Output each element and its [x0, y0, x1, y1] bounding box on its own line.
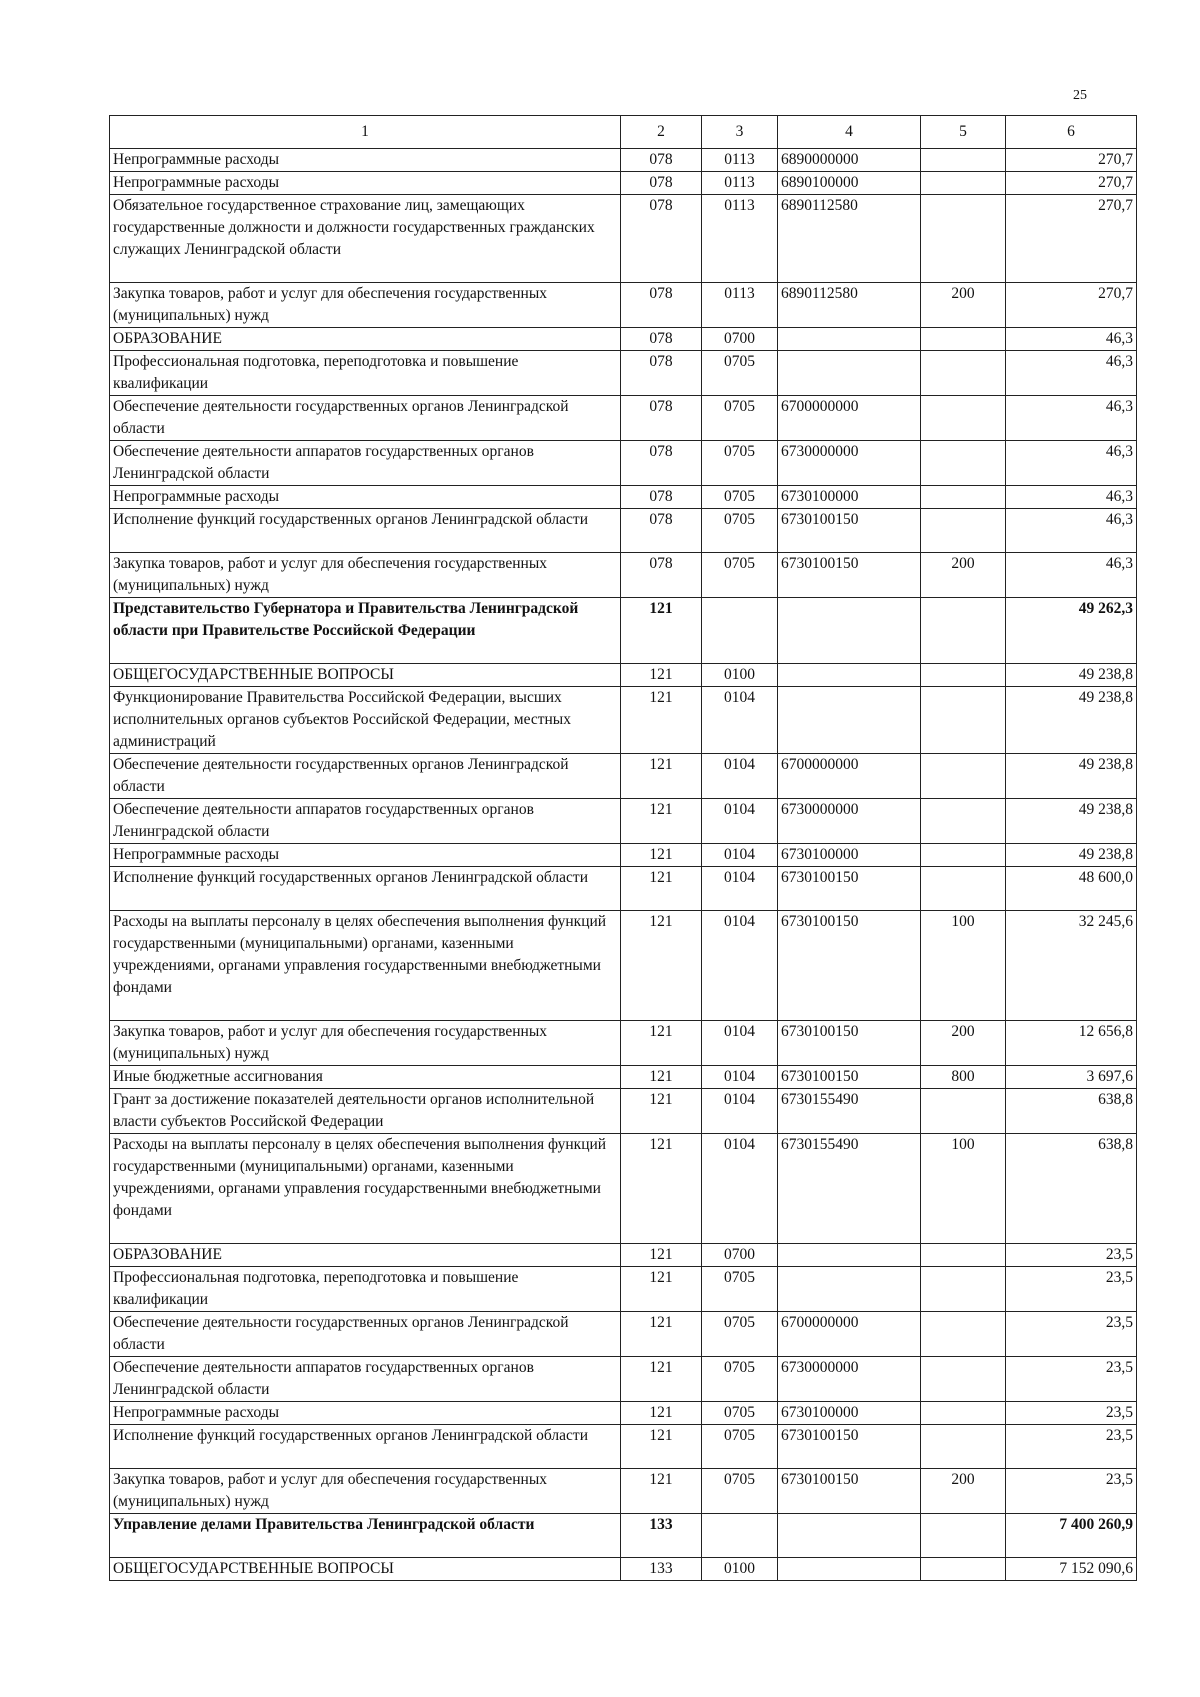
cell-name: Профессиональная подготовка, переподготовка и повышение квалификации	[110, 1267, 621, 1312]
cell-expense-type: 100	[921, 911, 1006, 1021]
cell-name: ОБРАЗОВАНИЕ	[110, 1244, 621, 1267]
cell-target-article: 6730100150	[778, 1066, 921, 1089]
cell-name: Закупка товаров, работ и услуг для обеспечения государственных (муниципальных) нужд	[110, 1021, 621, 1066]
cell-expense-type	[921, 664, 1006, 687]
cell-sum: 46,3	[1006, 396, 1137, 441]
table-row	[110, 799, 1137, 844]
cell-section: 0104	[702, 867, 778, 911]
column-header: 5	[921, 116, 1006, 149]
cell-target-article: 6730155490	[778, 1134, 921, 1244]
cell-sum: 49 238,8	[1006, 664, 1137, 687]
cell-sum: 12 656,8	[1006, 1021, 1137, 1066]
cell-ved: 121	[621, 799, 702, 844]
cell-sum: 270,7	[1006, 172, 1137, 195]
column-header: 3	[702, 116, 778, 149]
cell-target-article: 6700000000	[778, 1312, 921, 1357]
table-row	[110, 754, 1137, 799]
cell-ved: 078	[621, 509, 702, 553]
cell-expense-type: 200	[921, 1021, 1006, 1066]
cell-section: 0104	[702, 687, 778, 754]
cell-section: 0113	[702, 195, 778, 283]
cell-name: Обеспечение деятельности аппаратов государственных органов Ленинградской области	[110, 799, 621, 844]
cell-target-article	[778, 687, 921, 754]
cell-target-article: 6730155490	[778, 1089, 921, 1134]
cell-section	[702, 1514, 778, 1558]
table-row	[110, 911, 1137, 1021]
cell-expense-type	[921, 598, 1006, 664]
table-row	[110, 844, 1137, 867]
page-number: 25	[1073, 88, 1087, 103]
cell-sum: 49 238,8	[1006, 754, 1137, 799]
cell-target-article	[778, 598, 921, 664]
cell-name: Закупка товаров, работ и услуг для обеспечения государственных (муниципальных) нужд	[110, 553, 621, 598]
cell-ved: 121	[621, 598, 702, 664]
cell-expense-type	[921, 1089, 1006, 1134]
cell-sum: 270,7	[1006, 195, 1137, 283]
cell-sum: 23,5	[1006, 1267, 1137, 1312]
table-row	[110, 1021, 1137, 1066]
cell-ved: 133	[621, 1558, 702, 1581]
cell-ved: 121	[621, 1402, 702, 1425]
cell-ved: 078	[621, 172, 702, 195]
cell-sum: 46,3	[1006, 351, 1137, 396]
cell-ved: 121	[621, 1066, 702, 1089]
table-row	[110, 396, 1137, 441]
table-row	[110, 1066, 1137, 1089]
cell-sum: 49 238,8	[1006, 687, 1137, 754]
cell-ved: 121	[621, 687, 702, 754]
table-row	[110, 553, 1137, 598]
cell-target-article: 6700000000	[778, 396, 921, 441]
cell-expense-type: 200	[921, 1469, 1006, 1514]
cell-expense-type	[921, 867, 1006, 911]
table-row	[110, 149, 1137, 172]
cell-target-article: 6730100150	[778, 867, 921, 911]
cell-section: 0700	[702, 328, 778, 351]
cell-name: Расходы на выплаты персоналу в целях обеспечения выполнения функций государственными (муниципальными) органами, казенными учреждениями, органами управления государственными внебюджетными фондами	[110, 911, 621, 1021]
table-row	[110, 867, 1137, 911]
table-row	[110, 1469, 1137, 1514]
cell-sum: 46,3	[1006, 486, 1137, 509]
cell-sum: 23,5	[1006, 1357, 1137, 1402]
cell-section: 0705	[702, 1357, 778, 1402]
column-header-row	[110, 116, 1137, 149]
cell-target-article	[778, 351, 921, 396]
cell-name: Непрограммные расходы	[110, 844, 621, 867]
cell-sum: 638,8	[1006, 1089, 1137, 1134]
cell-ved: 121	[621, 1357, 702, 1402]
cell-ved: 121	[621, 664, 702, 687]
table-row	[110, 1134, 1137, 1244]
cell-name: ОБЩЕГОСУДАРСТВЕННЫЕ ВОПРОСЫ	[110, 664, 621, 687]
cell-section: 0705	[702, 351, 778, 396]
cell-section: 0104	[702, 911, 778, 1021]
cell-section: 0104	[702, 1021, 778, 1066]
table-row	[110, 195, 1137, 283]
cell-expense-type	[921, 509, 1006, 553]
cell-sum: 46,3	[1006, 509, 1137, 553]
cell-target-article	[778, 1244, 921, 1267]
cell-expense-type	[921, 1312, 1006, 1357]
cell-expense-type	[921, 799, 1006, 844]
cell-name: Обеспечение деятельности государственных органов Ленинградской области	[110, 1312, 621, 1357]
cell-target-article: 6730100150	[778, 1425, 921, 1469]
cell-name: Непрограммные расходы	[110, 172, 621, 195]
cell-section	[702, 598, 778, 664]
cell-name: Непрограммные расходы	[110, 1402, 621, 1425]
cell-target-article: 6890100000	[778, 172, 921, 195]
cell-target-article: 6730100150	[778, 1469, 921, 1514]
cell-target-article: 6730000000	[778, 441, 921, 486]
column-header: 6	[1006, 116, 1137, 149]
cell-sum: 23,5	[1006, 1312, 1137, 1357]
cell-target-article	[778, 1558, 921, 1581]
table-row	[110, 1425, 1137, 1469]
cell-ved: 121	[621, 844, 702, 867]
cell-target-article: 6730100000	[778, 1402, 921, 1425]
cell-target-article: 6700000000	[778, 754, 921, 799]
table-row	[110, 283, 1137, 328]
cell-name: Обеспечение деятельности государственных органов Ленинградской области	[110, 754, 621, 799]
cell-name: Обязательное государственное страхование лиц, замещающих государственные должности и должности государственных гражданских служащих Ленинградской области	[110, 195, 621, 283]
table-row	[110, 1244, 1137, 1267]
cell-expense-type	[921, 1267, 1006, 1312]
cell-name: Обеспечение деятельности государственных органов Ленинградской области	[110, 396, 621, 441]
cell-ved: 121	[621, 1425, 702, 1469]
cell-section: 0705	[702, 509, 778, 553]
cell-sum: 32 245,6	[1006, 911, 1137, 1021]
table-row	[110, 1558, 1137, 1581]
cell-target-article	[778, 1514, 921, 1558]
cell-expense-type	[921, 172, 1006, 195]
cell-section: 0700	[702, 1244, 778, 1267]
table-row	[110, 486, 1137, 509]
cell-sum: 49 262,3	[1006, 598, 1137, 664]
cell-section: 0705	[702, 1469, 778, 1514]
cell-section: 0705	[702, 1425, 778, 1469]
table-row	[110, 1312, 1137, 1357]
column-header: 1	[110, 116, 621, 149]
cell-target-article: 6890112580	[778, 195, 921, 283]
cell-expense-type	[921, 1558, 1006, 1581]
cell-ved: 078	[621, 283, 702, 328]
cell-expense-type	[921, 396, 1006, 441]
cell-ved: 078	[621, 195, 702, 283]
table-row	[110, 1402, 1137, 1425]
cell-ved: 121	[621, 1134, 702, 1244]
cell-name: Обеспечение деятельности аппаратов государственных органов Ленинградской области	[110, 441, 621, 486]
cell-ved: 078	[621, 396, 702, 441]
cell-section: 0104	[702, 844, 778, 867]
cell-expense-type	[921, 328, 1006, 351]
table-row	[110, 351, 1137, 396]
cell-expense-type	[921, 844, 1006, 867]
cell-name: Закупка товаров, работ и услуг для обеспечения государственных (муниципальных) нужд	[110, 1469, 621, 1514]
cell-section: 0104	[702, 754, 778, 799]
cell-sum: 49 238,8	[1006, 799, 1137, 844]
cell-section: 0104	[702, 1066, 778, 1089]
budget-table	[109, 115, 1137, 1581]
cell-target-article: 6730100150	[778, 509, 921, 553]
cell-expense-type	[921, 149, 1006, 172]
cell-expense-type	[921, 1514, 1006, 1558]
cell-section: 0104	[702, 799, 778, 844]
cell-name: Непрограммные расходы	[110, 486, 621, 509]
cell-sum: 23,5	[1006, 1425, 1137, 1469]
cell-section: 0705	[702, 441, 778, 486]
cell-ved: 121	[621, 1089, 702, 1134]
cell-ved: 121	[621, 1312, 702, 1357]
cell-ved: 133	[621, 1514, 702, 1558]
cell-sum: 49 238,8	[1006, 844, 1137, 867]
cell-expense-type	[921, 687, 1006, 754]
cell-section: 0705	[702, 1267, 778, 1312]
cell-ved: 121	[621, 1267, 702, 1312]
cell-target-article	[778, 328, 921, 351]
cell-target-article: 6730000000	[778, 1357, 921, 1402]
table-row	[110, 1357, 1137, 1402]
cell-sum: 46,3	[1006, 553, 1137, 598]
cell-sum: 23,5	[1006, 1244, 1137, 1267]
table-row	[110, 441, 1137, 486]
table-row	[110, 598, 1137, 664]
cell-sum: 23,5	[1006, 1469, 1137, 1514]
cell-name: Расходы на выплаты персоналу в целях обеспечения выполнения функций государственными (муниципальными) органами, казенными учреждениями, органами управления государственными внебюджетными фондами	[110, 1134, 621, 1244]
cell-ved: 078	[621, 441, 702, 486]
cell-sum: 7 152 090,6	[1006, 1558, 1137, 1581]
cell-expense-type: 100	[921, 1134, 1006, 1244]
cell-ved: 078	[621, 149, 702, 172]
column-header: 4	[778, 116, 921, 149]
cell-target-article: 6890112580	[778, 283, 921, 328]
cell-section: 0104	[702, 1089, 778, 1134]
cell-name: Иные бюджетные ассигнования	[110, 1066, 621, 1089]
cell-name: Грант за достижение показателей деятельности органов исполнительной власти субъектов Российской Федерации	[110, 1089, 621, 1134]
cell-expense-type: 800	[921, 1066, 1006, 1089]
cell-section: 0705	[702, 1312, 778, 1357]
table-row	[110, 687, 1137, 754]
cell-name: Исполнение функций государственных органов Ленинградской области	[110, 509, 621, 553]
cell-name: Закупка товаров, работ и услуг для обеспечения государственных (муниципальных) нужд	[110, 283, 621, 328]
cell-ved: 121	[621, 911, 702, 1021]
cell-name: Непрограммные расходы	[110, 149, 621, 172]
cell-ved: 121	[621, 1469, 702, 1514]
cell-target-article: 6730100150	[778, 553, 921, 598]
cell-section: 0705	[702, 396, 778, 441]
cell-expense-type	[921, 486, 1006, 509]
cell-sum: 7 400 260,9	[1006, 1514, 1137, 1558]
column-header: 2	[621, 116, 702, 149]
cell-expense-type	[921, 351, 1006, 396]
cell-section: 0100	[702, 1558, 778, 1581]
cell-sum: 48 600,0	[1006, 867, 1137, 911]
cell-section: 0104	[702, 1134, 778, 1244]
cell-sum: 638,8	[1006, 1134, 1137, 1244]
table-row	[110, 1267, 1137, 1312]
cell-section: 0705	[702, 486, 778, 509]
cell-name: Исполнение функций государственных органов Ленинградской области	[110, 867, 621, 911]
cell-name: Функционирование Правительства Российской Федерации, высших исполнительных органов субъектов Российской Федерации, местных администраций	[110, 687, 621, 754]
cell-target-article: 6730000000	[778, 799, 921, 844]
cell-name: Обеспечение деятельности аппаратов государственных органов Ленинградской области	[110, 1357, 621, 1402]
cell-target-article: 6730100000	[778, 844, 921, 867]
cell-ved: 078	[621, 351, 702, 396]
cell-sum: 23,5	[1006, 1402, 1137, 1425]
cell-ved: 078	[621, 328, 702, 351]
table-row	[110, 328, 1137, 351]
cell-ved: 121	[621, 1244, 702, 1267]
cell-ved: 121	[621, 867, 702, 911]
cell-section: 0113	[702, 149, 778, 172]
cell-name: Представительство Губернатора и Правительства Ленинградской области при Правительстве Российской Федерации	[110, 598, 621, 664]
cell-expense-type	[921, 1357, 1006, 1402]
cell-target-article: 6730100000	[778, 486, 921, 509]
cell-expense-type: 200	[921, 283, 1006, 328]
cell-expense-type	[921, 1244, 1006, 1267]
cell-sum: 270,7	[1006, 149, 1137, 172]
cell-expense-type: 200	[921, 553, 1006, 598]
cell-name: Управление делами Правительства Ленинградской области	[110, 1514, 621, 1558]
cell-ved: 121	[621, 1021, 702, 1066]
cell-target-article	[778, 1267, 921, 1312]
cell-target-article: 6730100150	[778, 1021, 921, 1066]
cell-expense-type	[921, 754, 1006, 799]
cell-ved: 078	[621, 553, 702, 598]
table-row	[110, 1514, 1137, 1558]
cell-name: Исполнение функций государственных органов Ленинградской области	[110, 1425, 621, 1469]
cell-sum: 46,3	[1006, 328, 1137, 351]
cell-section: 0705	[702, 553, 778, 598]
table-row	[110, 1089, 1137, 1134]
cell-expense-type	[921, 1402, 1006, 1425]
cell-section: 0705	[702, 1402, 778, 1425]
table-row	[110, 172, 1137, 195]
table-row	[110, 509, 1137, 553]
cell-sum: 46,3	[1006, 441, 1137, 486]
cell-expense-type	[921, 1425, 1006, 1469]
cell-target-article: 6890000000	[778, 149, 921, 172]
table-row	[110, 664, 1137, 687]
cell-section: 0113	[702, 172, 778, 195]
cell-section: 0100	[702, 664, 778, 687]
cell-target-article: 6730100150	[778, 911, 921, 1021]
cell-name: ОБРАЗОВАНИЕ	[110, 328, 621, 351]
cell-target-article	[778, 664, 921, 687]
cell-sum: 270,7	[1006, 283, 1137, 328]
cell-ved: 121	[621, 754, 702, 799]
cell-sum: 3 697,6	[1006, 1066, 1137, 1089]
cell-expense-type	[921, 195, 1006, 283]
cell-section: 0113	[702, 283, 778, 328]
cell-name: ОБЩЕГОСУДАРСТВЕННЫЕ ВОПРОСЫ	[110, 1558, 621, 1581]
cell-ved: 078	[621, 486, 702, 509]
cell-expense-type	[921, 441, 1006, 486]
cell-name: Профессиональная подготовка, переподготовка и повышение квалификации	[110, 351, 621, 396]
